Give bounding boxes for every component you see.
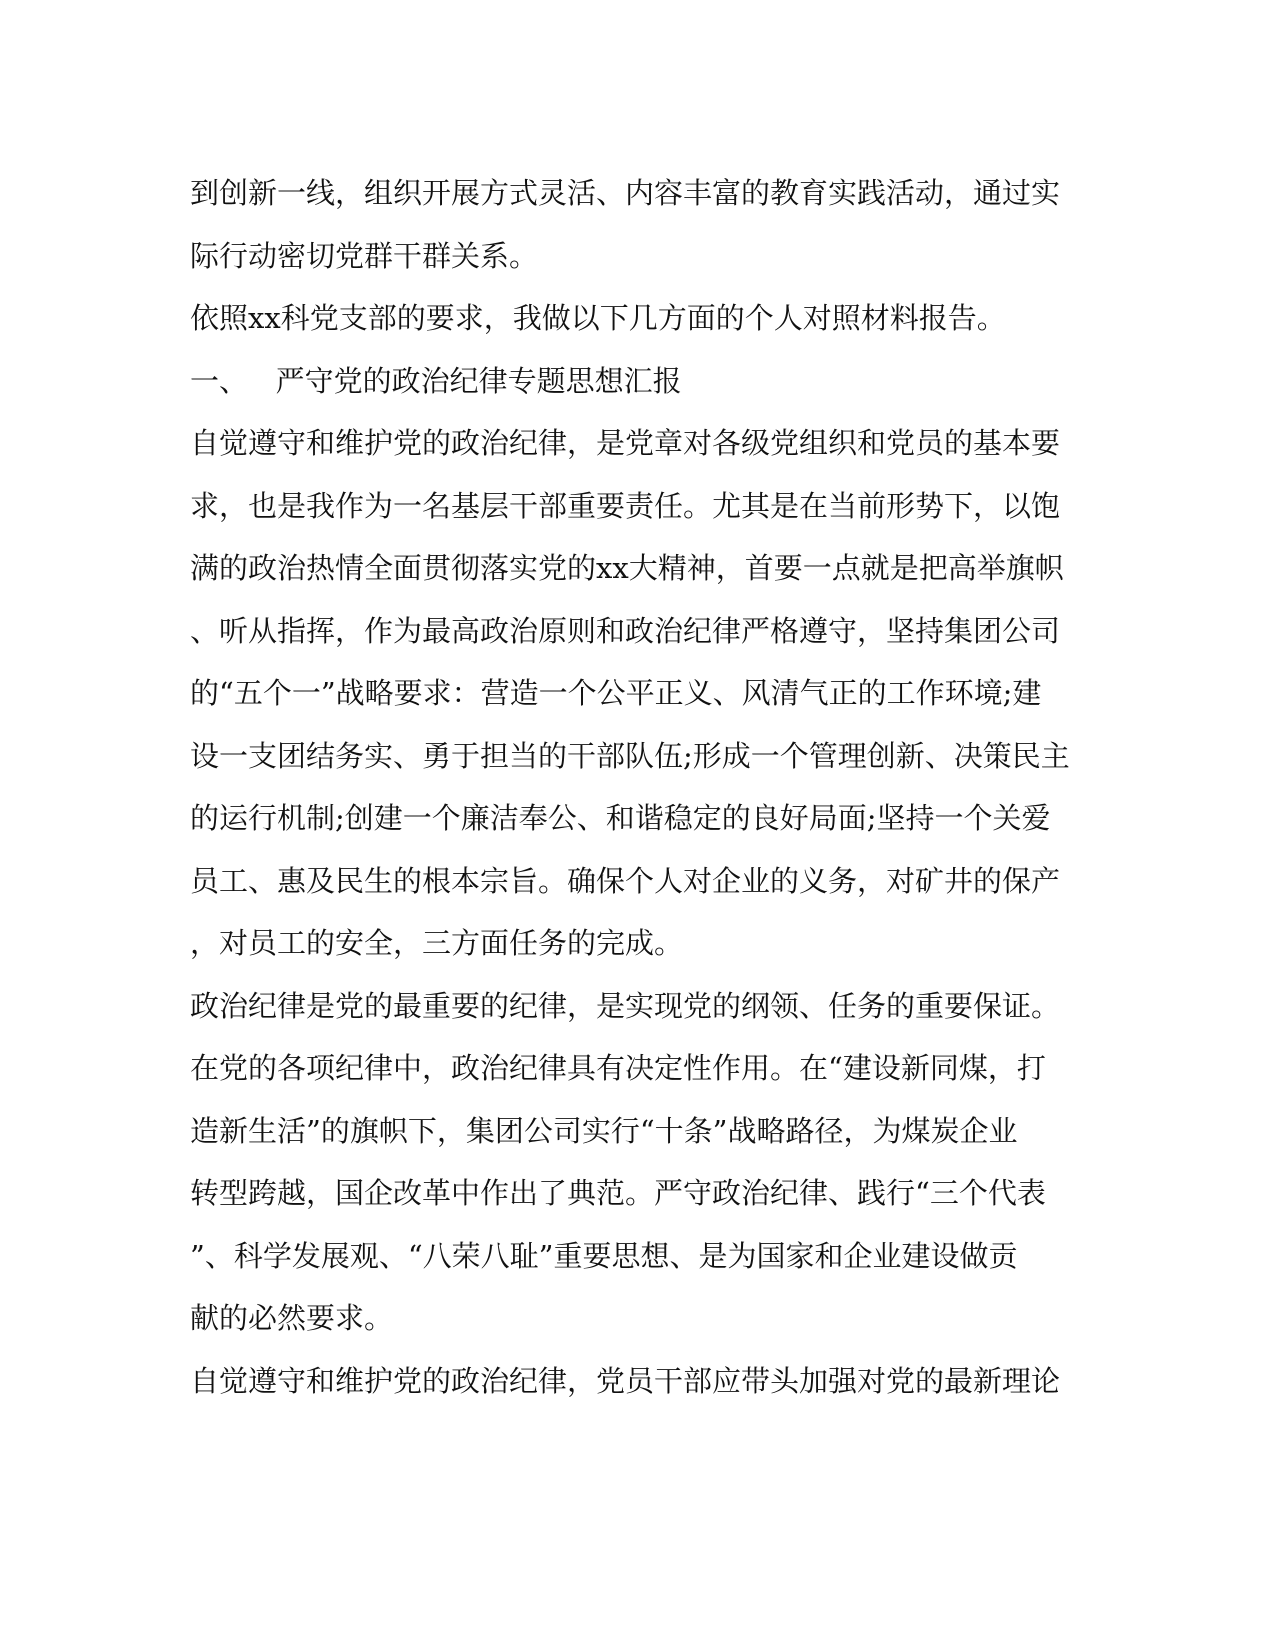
text-line: 际行动密切党群干群关系。 bbox=[190, 238, 539, 273]
text-line: 满的政治热情全面贯彻落实党的xx大精神，首要一点就是把高举旗帜 bbox=[190, 551, 1064, 585]
text-line: 政治纪律是党的最重要的纪律，是实现党的纲领、任务的重要保证。 bbox=[190, 988, 1061, 1023]
text-line: 在党的各项纪律中，政治纪律具有决定性作用。在“建设新同煤，打 bbox=[190, 1051, 1046, 1085]
text-line: 员工、惠及民生的根本宗旨。确保个人对企业的义务，对矿井的保产 bbox=[190, 863, 1061, 898]
text-line: 到创新一线，组织开展方式灵活、内容丰富的教育实践活动，通过实 bbox=[190, 176, 1061, 210]
text-line: 造新生活”的旗帜下，集团公司实行“十条”战略路径，为煤炭企业 bbox=[190, 1113, 1018, 1148]
section-heading: 一、 严守党的政治纪律专题思想汇报 bbox=[190, 363, 682, 398]
text-line: 献的必然要求。 bbox=[190, 1301, 394, 1335]
text-line: 的“五个一”战略要求：营造一个公平正义、风清气正的工作环境;建 bbox=[190, 676, 1042, 710]
text-line: 、听从指挥，作为最高政治原则和政治纪律严格遵守，坚持集团公司 bbox=[190, 613, 1061, 648]
text-line: ，对员工的安全，三方面任务的完成。 bbox=[190, 926, 684, 960]
text-line: 转型跨越，国企改革中作出了典范。严守政治纪律、践行“三个代表 bbox=[190, 1176, 1046, 1210]
text-line: 依照xx科党支部的要求，我做以下几方面的个人对照材料报告。 bbox=[190, 301, 1006, 335]
text-line: 自觉遵守和维护党的政治纪律，党员干部应带头加强对党的最新理论 bbox=[190, 1363, 1061, 1398]
text-line: 求，也是我作为一名基层干部重要责任。尤其是在当前形势下，以饱 bbox=[190, 488, 1061, 523]
body-text bbox=[190, 162, 1090, 1412]
text-line: 自觉遵守和维护党的政治纪律，是党章对各级党组织和党员的基本要 bbox=[190, 426, 1061, 460]
text-line: 设一支团结务实、勇于担当的干部队伍;形成一个管理创新、决策民主 bbox=[190, 738, 1070, 773]
text-line: 的运行机制;创建一个廉洁奉公、和谐稳定的良好局面;坚持一个关爱 bbox=[190, 801, 1051, 835]
text-line: ”、科学发展观、“八荣八耻”重要思想、是为国家和企业建设做贡 bbox=[190, 1238, 1018, 1273]
